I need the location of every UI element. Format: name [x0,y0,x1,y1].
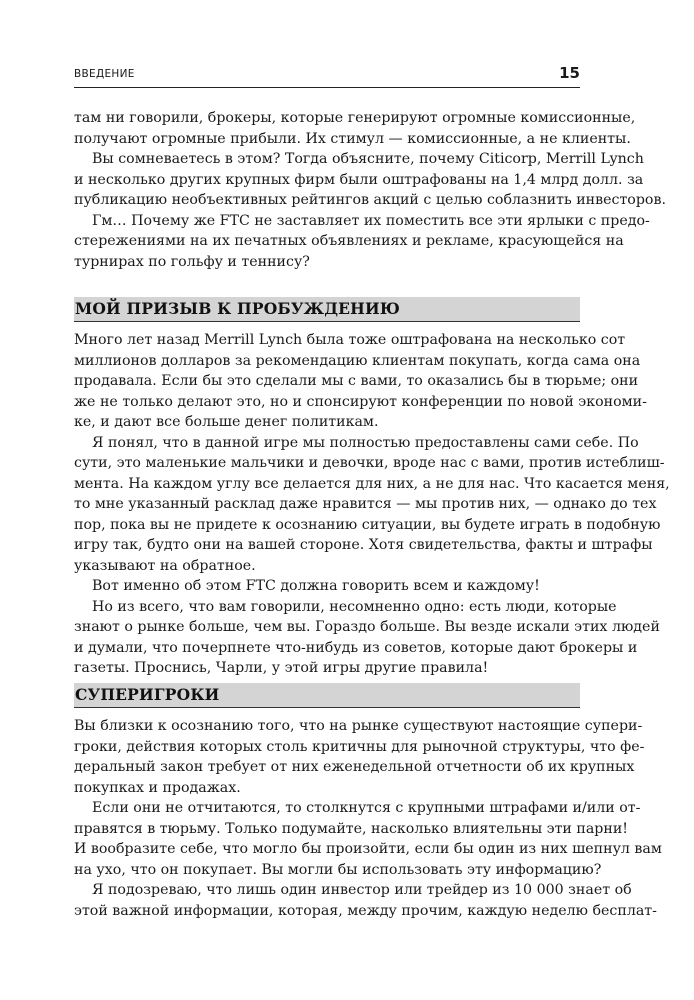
text-line: Но из всего, что вам говорили, несомненно одно: есть люди, которые [92,598,617,615]
section-heading-wake-up-call [74,297,580,322]
text-line: ке, и дают все больше денег политикам. [74,414,379,430]
text-line: получают огромные прибыли. Их стимул — комиссионные, а не клиенты. [74,130,631,147]
text-line: деральный закон требует от них еженедельной отчетности об их крупных [74,759,635,775]
running-head [74,66,580,84]
text-line: сути, это маленькие мальчики и девочки, вроде нас с вами, против истеблиш- [74,455,665,471]
text-line: продавала. Если бы это сделали мы с вами, то оказались бы в тюрьме; они [74,373,639,389]
text-line: газеты. Проснись, Чарли, у этой игры другие правила! [74,660,489,676]
text-line: знают о рынке больше, чем вы. Гораздо больше. Вы везде искали этих людей [74,619,660,635]
text-line: там ни говорили, брокеры, которые генерируют огромные комиссионные, [74,110,636,126]
section-heading-super-players [74,683,580,708]
text-line: игру так, будто они на вашей стороне. Хотя свидетельства, факты и штрафы [74,537,653,553]
text-line: мента. На каждом углу все делается для них, а не для нас. Что касается меня, [74,475,670,492]
page-number: 15 [559,64,580,82]
text-line: и несколько других крупных фирм были оштрафованы на 1,4 млрд долл. за [74,171,644,188]
text-line: Я подозреваю, что лишь один инвестор или трейдер из 10 000 знает об [92,882,632,898]
text-line: указывают на обратное. [74,557,256,574]
text-line: покупках и продажах. [74,779,241,796]
running-title: ВВЕДЕНИЕ [74,68,135,80]
section-heading-text: МОЙ ПРИЗЫВ К ПРОБУЖДЕНИЮ [75,299,401,318]
text-line: публикацию необъективных рейтингов акций с целью соблазнить инвесторов. [74,192,666,208]
intro-text [74,108,666,272]
section-super-players-text [74,716,662,921]
header-divider [74,87,580,88]
text-line: гроки, действия которых столь критичны для рыночной структуры, что фе- [74,738,645,755]
text-line: правятся в тюрьму. Только подумайте, насколько влиятельны эти парни! [74,820,628,837]
text-line: же не только делают это, но и спонсируют конференции по новой экономи- [74,393,647,410]
text-line: миллионов долларов за рекомендацию клиентам покупать, когда сама она [74,352,641,369]
text-line: Много лет назад Merrill Lynch была тоже оштрафована на несколько сот [74,332,626,348]
text-line: на ухо, что он покупает. Вы могли бы использовать эту информацию? [74,861,602,878]
section-wake-up-call-text [74,330,670,679]
text-line: Гм… Почему же FTC не заставляет их поместить все эти ярлыки с предо- [92,212,650,229]
text-line: стережениями на их печатных объявлениях и рекламе, красующейся на [74,233,624,249]
text-line: этой важной информации, которая, между прочим, каждую неделю бесплат- [74,902,657,919]
text-line: то мне указанный расклад даже нравится — мы против них, — однако до тех [74,496,657,512]
section-heading-text: СУПЕРИГРОКИ [75,685,220,704]
text-line: Вы сомневаетесь в этом? Тогда объясните, почему Citicorp, Merrill Lynch [92,151,644,167]
text-line: пор, пока вы не придете к осознанию ситуации, вы будете играть в подобную [74,516,661,533]
text-line: Если они не отчитаются, то столкнутся с крупными штрафами и/или от- [92,800,641,816]
text-line: И вообразите себе, что могло бы произойти, если бы один из них шепнул вам [74,841,662,857]
text-line: турнирах по гольфу и теннису? [74,253,310,270]
text-line: Я понял, что в данной игре мы полностью предоставлены сами себе. По [92,434,639,451]
text-line: и думали, что почерпнете что-нибудь из советов, которые дают брокеры и [74,639,638,656]
text-line: Вот именно об этом FTC должна говорить всем и каждому! [92,578,540,594]
text-line: Вы близки к осознанию того, что на рынке существуют настоящие супери- [74,718,643,734]
